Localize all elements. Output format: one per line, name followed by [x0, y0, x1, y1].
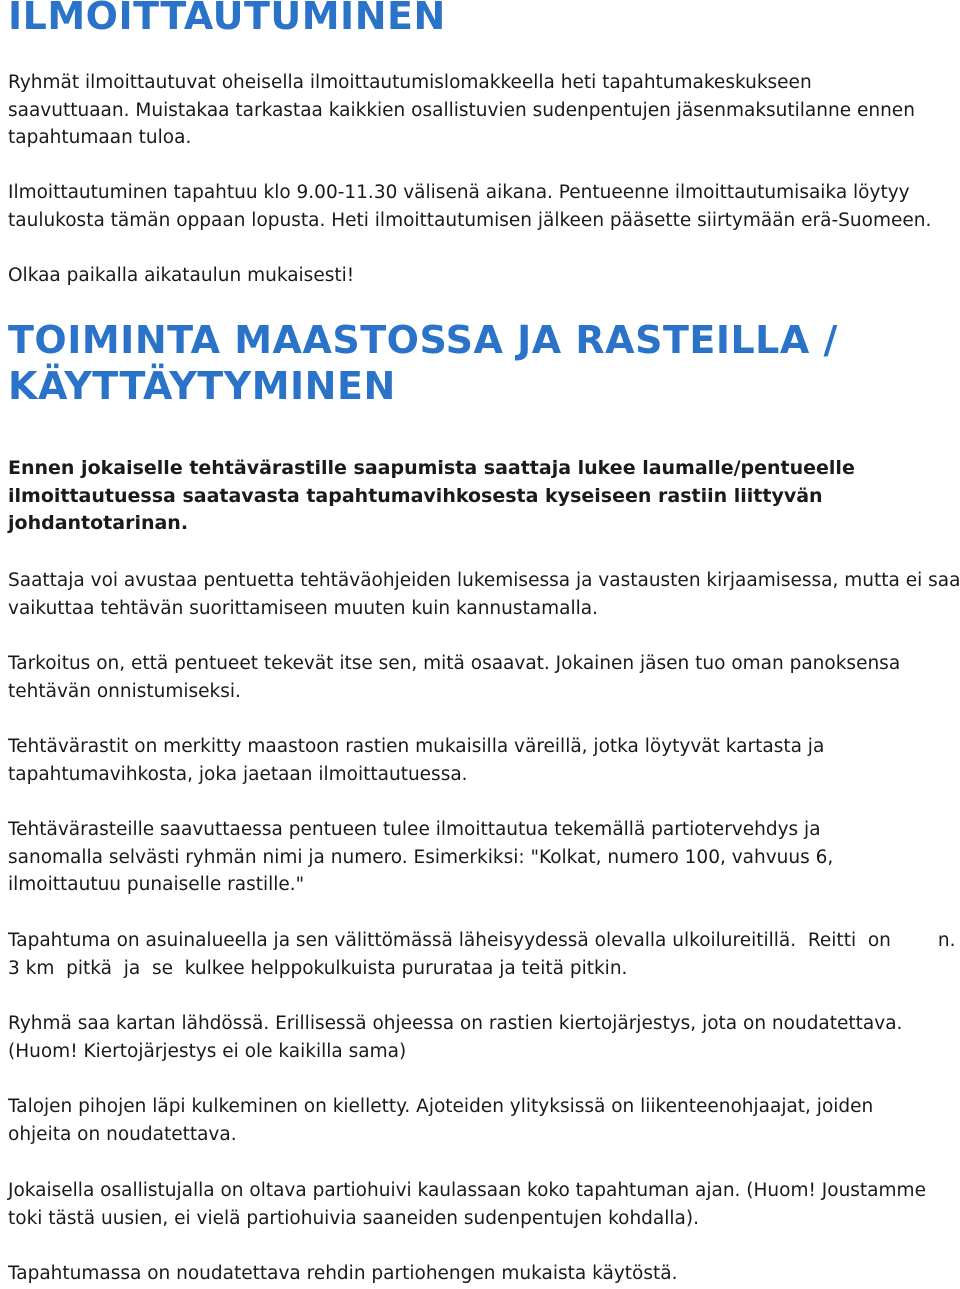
paragraph-escort-help	[8, 567, 960, 622]
title-line: KÄYTTÄYTYMINEN	[8, 364, 396, 408]
paragraph-yards-traffic	[8, 1093, 873, 1148]
paragraph-registration-time	[8, 179, 931, 234]
paragraph-registration-intro	[8, 69, 915, 152]
paragraph-scarf	[8, 1177, 926, 1232]
text-line: saavuttuaan. Muistakaa tarkastaa kaikkien osallistuvien sudenpentujen jäsenmaksutilanne ennen	[8, 99, 915, 121]
text-line: Ennen jokaiselle tehtävärastille saapumista saattaja lukee laumalle/pentueelle	[8, 457, 855, 479]
paragraph-purpose	[8, 650, 900, 705]
text-line: vaikuttaa tehtävän suorittamiseen muuten kuin kannustamalla.	[8, 597, 598, 619]
text-line: johdantotarinan.	[8, 512, 189, 534]
text-line: Ilmoittautuminen tapahtuu klo 9.00-11.30 välisenä aikana. Pentueenne ilmoittautumisaika löytyy	[8, 182, 910, 203]
text-line: Tehtävärastit on merkitty maastoon rastien mukaisilla väreillä, jotka löytyvät kartasta ja	[8, 736, 825, 757]
paragraph-scout-spirit	[8, 1260, 677, 1288]
text-line: Ryhmä saa kartan lähdössä. Erillisessä ohjeessa on rastien kiertojärjestys, jota on noudatettava.	[8, 1013, 903, 1034]
text-line: Tapahtuma on asuinalueella ja sen välittömässä läheisyydessä olevalla ulkoilureitillä. Reitti on n.	[8, 930, 956, 951]
paragraph-be-on-time	[8, 262, 354, 290]
text-line: sanomalla selvästi ryhmän nimi ja numero. Esimerkiksi: "Kolkat, numero 100, vahvuus 6,	[8, 846, 834, 868]
text-line: Talojen pihojen läpi kulkeminen on kielletty. Ajoteiden ylityksissä on liikenteenohjaajat, joiden	[8, 1096, 874, 1117]
paragraph-checkpoint-colors	[8, 733, 824, 788]
text-line: tapahtumaan tuloa.	[8, 127, 192, 148]
text-line: Tehtävärasteille saavuttaessa pentueen tulee ilmoittautua tekemällä partiotervehdys ja	[8, 819, 821, 840]
text-line: tapahtumavihkosta, joka jaetaan ilmoittautuessa.	[8, 763, 468, 785]
text-line: taulukosta tämän oppaan lopusta. Heti ilmoittautumisen jälkeen pääsette siirtymään erä-Suomeen.	[8, 209, 932, 231]
text-line: ohjeita on noudatettava.	[8, 1123, 237, 1145]
text-line: toki tästä uusien, ei vielä partiohuivia saaneiden sudenpentujen kohdalla).	[8, 1207, 699, 1229]
section-title-registration: ILMOITTAUTUMINEN	[8, 0, 446, 38]
section-title-field-activity	[8, 317, 838, 409]
text-line: Tapahtumassa on noudatettava rehdin partiohengen mukaista käytöstä.	[8, 1263, 678, 1284]
text-line: ilmoittautuu punaiselle rastille."	[8, 874, 305, 895]
text-line: Ryhmät ilmoittautuvat oheisella ilmoittautumislomakkeella heti tapahtumakeskukseen	[8, 72, 812, 93]
text-line: ilmoittautuessa saatavasta tapahtumavihkosesta kyseiseen rastiin liittyvän	[8, 484, 823, 507]
paragraph-lead-story	[8, 455, 855, 538]
text-line: Saattaja voi avustaa pentuetta tehtäväohjeiden lukemisessa ja vastausten kirjaamisessa, mutta ei saa	[8, 570, 960, 591]
text-line: Jokaisella osallistujalla on oltava partiohuivi kaulassaan koko tapahtuman ajan. (Huom! Joustamme	[8, 1180, 926, 1201]
text-line: Tarkoitus on, että pentueet tekevät itse sen, mitä osaavat. Jokainen jäsen tuo oman panoksensa	[8, 653, 901, 674]
text-line: (Huom! Kiertojärjestys ei ole kaikilla sama)	[8, 1040, 407, 1062]
text-line: Olkaa paikalla aikataulun mukaisesti!	[8, 265, 355, 286]
paragraph-checkpoint-greeting	[8, 816, 833, 899]
title-line: TOIMINTA MAASTOSSA JA RASTEILLA /	[8, 318, 838, 362]
paragraph-route	[8, 927, 956, 982]
text-line: tehtävän onnistumiseksi.	[8, 680, 241, 702]
text-line: 3 km pitkä ja se kulkee helppokulkuista pururataa ja teitä pitkin.	[8, 957, 628, 979]
paragraph-map	[8, 1010, 902, 1065]
